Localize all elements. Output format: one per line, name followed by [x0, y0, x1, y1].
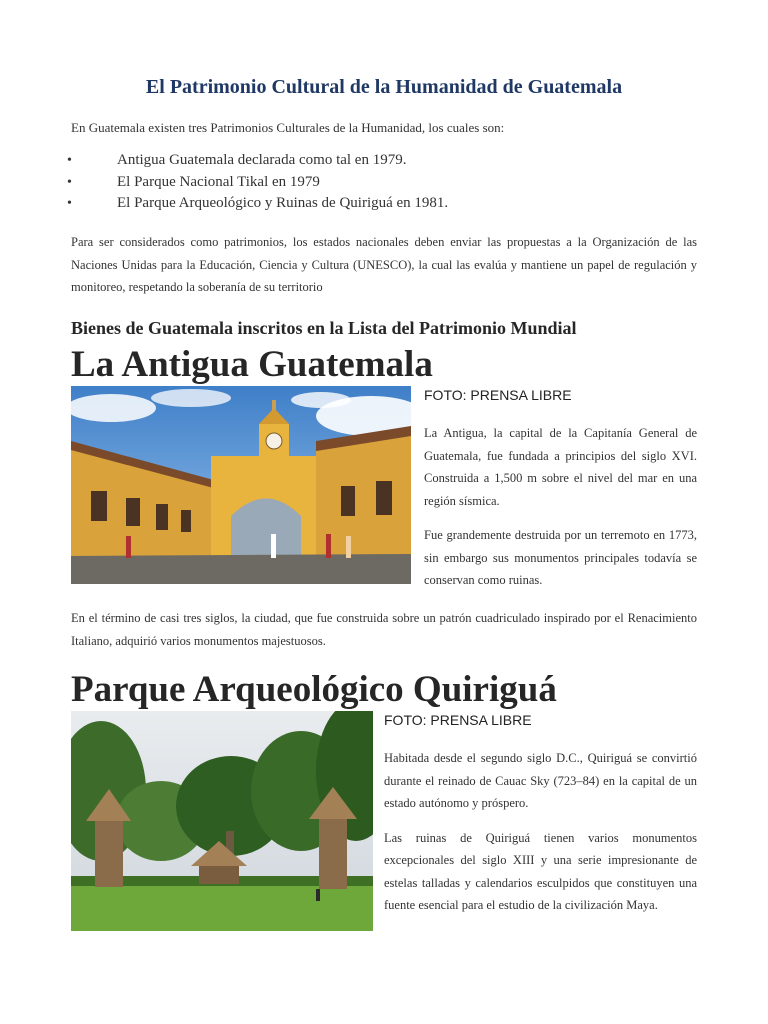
list-item: • Antigua Guatemala declarada como tal en 1979. — [71, 150, 701, 172]
page-title: El Patrimonio Cultural de la Humanidad de Guatemala — [145, 76, 623, 98]
section-subheading: Bienes de Guatemala inscritos en la Lista del Patrimonio Mundial — [71, 318, 577, 338]
antigua-photo — [71, 386, 411, 584]
quirigua-paragraph-2: Las ruinas de Quiriguá tienen varios monumentos excepcionales del siglo XIII y una serie impresionante de estelas talladas y calendarios esculpidos que constituyen una fuente esencial para el estudio de la civilización Maya. — [384, 830, 697, 912]
antigua-paragraph-1: La Antigua, la capital de la Capitanía General de Guatemala, fue fundada a principios del siglo XVI. Construida a 1,500 m sobre el nivel del mar en una región sísmica. — [424, 426, 697, 508]
unesco-paragraph: Para ser considerados como patrimonios, los estados nacionales deben enviar las propuestas a la Organización de las Naciones Unidas para la Educación, Ciencia y Cultura (UNESCO), la cual las evalúa y mantiene un papel de regulación y monitoreo, respetando la soberanía de su territorio — [71, 235, 697, 294]
quirigua-description — [384, 747, 697, 929]
bullet-icon: • — [67, 153, 72, 168]
antigua-paragraph-2: Fue grandemente destruida por un terremoto en 1773, sin embargo sus monumentos principales todavía se conservan como ruinas. — [424, 528, 697, 587]
quirigua-paragraph-1: Habitada desde el segundo siglo D.C., Quiriguá se convirtió durante el reinado de Cauac Sky (723–84) en la capital de un estado autónomo y próspero. — [384, 751, 697, 810]
heritage-list — [67, 150, 701, 215]
quirigua-photo — [71, 711, 373, 931]
antigua-wide-paragraph: En el término de casi tres siglos, la ciudad, que fue construida sobre un patrón cuadriculado inspirado por el Renacimiento Italiano, adquirió varios monumentos majestuosos. — [71, 611, 697, 648]
quirigua-photo-credit: FOTO: PRENSA LIBRE — [384, 712, 532, 728]
list-item: • El Parque Nacional Tikal en 1979 — [71, 172, 701, 194]
antigua-description — [424, 422, 697, 604]
intro-text: En Guatemala existen tres Patrimonios Culturales de la Humanidad, los cuales son: — [71, 120, 505, 135]
quirigua-title: Parque Arqueológico Quiriguá — [71, 669, 557, 710]
bullet-icon: • — [67, 174, 72, 190]
antigua-title: La Antigua Guatemala — [71, 344, 433, 385]
antigua-photo-credit: FOTO: PRENSA LIBRE — [424, 387, 572, 403]
bullet-icon: • — [67, 196, 72, 211]
list-item: • El Parque Arqueológico y Ruinas de Quiriguá en 1981. — [71, 193, 701, 215]
